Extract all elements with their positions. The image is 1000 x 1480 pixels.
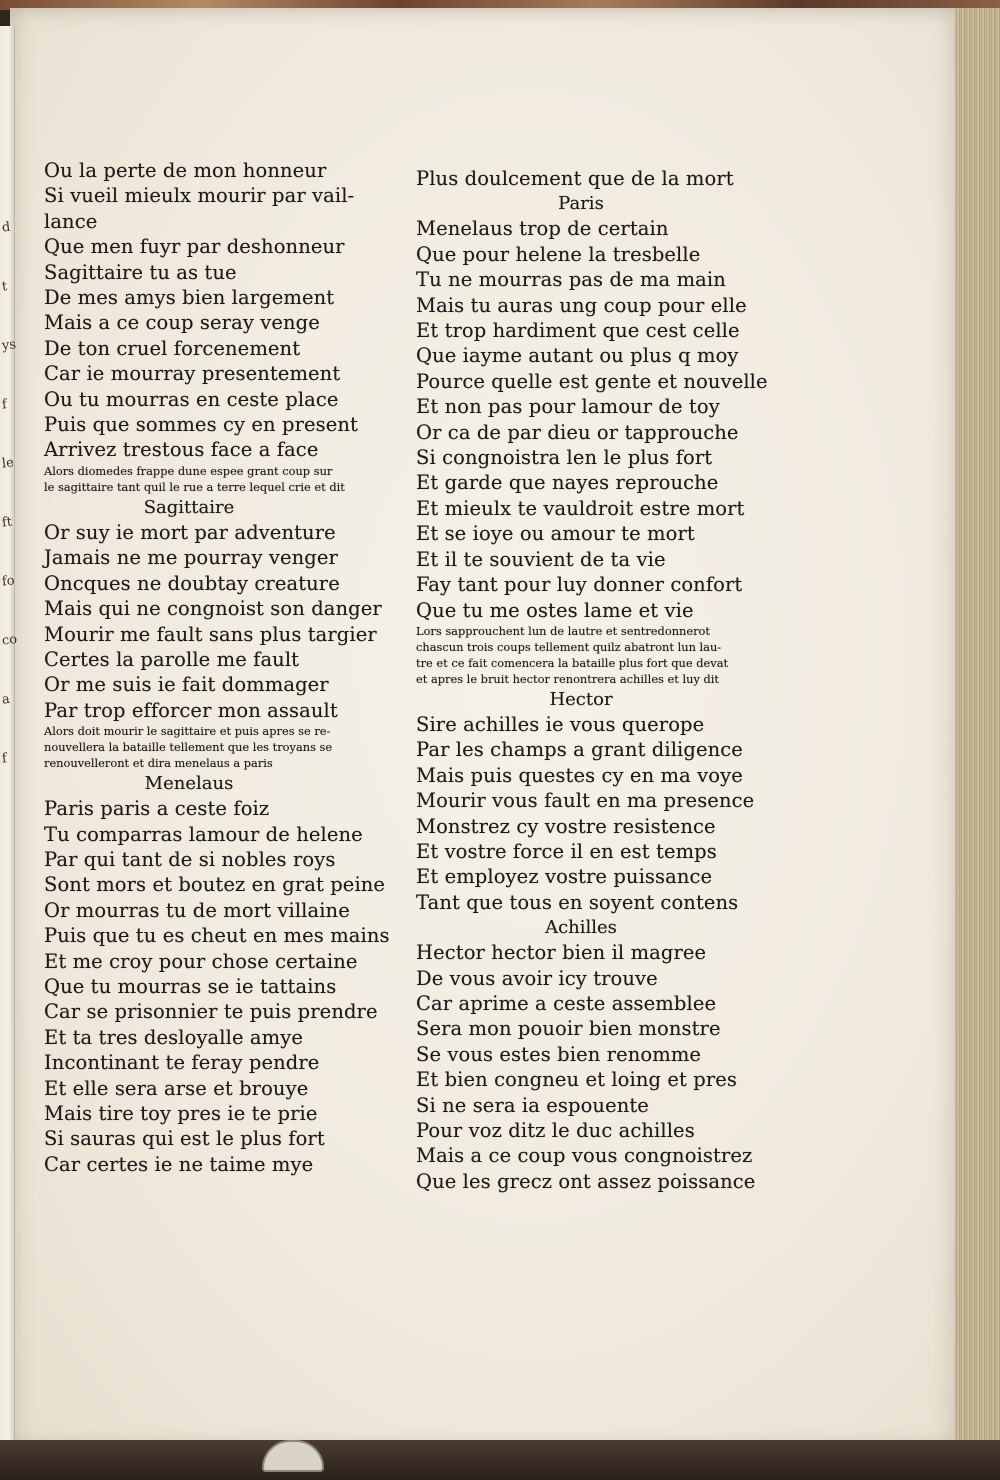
verse-line: Or mourras tu de mort villaine (44, 898, 350, 922)
verse-line: Et non pas pour lamour de toy (416, 395, 720, 419)
verse-line: De mes amys bien largement (44, 286, 335, 310)
margin-fragment: d (1, 219, 12, 236)
verse-line: Pour voz ditz le duc achilles (416, 1119, 695, 1142)
verse-line: Monstrez cy vostre resistence (416, 814, 716, 838)
verse-line: Et ta tres desloyalle amye (44, 1025, 303, 1049)
verse-line: Paris paris a ceste foiz (44, 797, 270, 821)
verse-line: Sera mon pouoir bien monstre (416, 1017, 721, 1041)
verse-line: Si ne sera ia espouente (416, 1093, 649, 1117)
left-margin-fragments (1, 219, 18, 1220)
verse-line: Car aprime a ceste assemblee (416, 991, 717, 1015)
verse-line: Arrivez trestous face a face (44, 438, 319, 462)
verse-line: Mais a ce coup seray venge (44, 311, 320, 335)
stage-direction-line: Alors doit mourir le sagittaire et puis apres se re- (44, 724, 331, 739)
left-text-column (44, 158, 414, 1177)
margin-fragment: fo (1, 573, 16, 590)
verse-line: Et trop hardiment que cest celle (416, 319, 740, 343)
verse-line: Et vostre force il en est temps (416, 839, 717, 863)
verse-line: Et elle sera arse et brouye (44, 1076, 309, 1100)
verse-line: Hector hector bien il magree (416, 941, 707, 965)
verse-line: Menelaus trop de certain (416, 217, 669, 241)
stage-direction-line: tre et ce fait comencera la bataille plus fort que devat (416, 655, 729, 670)
verse-line: Et mieulx te vauldroit estre mort (416, 496, 745, 520)
stage-direction-line: le sagittaire tant quil le rue a terre lequel crie et dit (44, 479, 345, 494)
verse-line: Mais tire toy pres ie te prie (44, 1102, 318, 1125)
verse-line: Que pour helene la tresbelle (416, 242, 701, 266)
verse-line: Sire achilles ie vous querope (416, 712, 705, 736)
verse-line: De vous avoir icy trouve (416, 966, 658, 990)
verse-line: Puis que sommes cy en present (44, 413, 358, 437)
speaker-heading: Paris (558, 193, 604, 215)
verse-line: Or me suis ie fait dommager (44, 673, 329, 697)
verse-line: Fay tant pour luy donner confort (416, 573, 743, 597)
margin-fragment: ys (1, 337, 17, 354)
verse-line: Par les champs a grant diligence (416, 738, 743, 762)
verse-line: Pource quelle est gente et nouvelle (416, 369, 768, 393)
verse-line: Tu comparras lamour de helene (44, 822, 363, 846)
verse-line: Car se prisonnier te puis prendre (44, 1000, 378, 1024)
right-text-column (416, 166, 786, 1194)
verse-line: De ton cruel forcenement (44, 336, 301, 360)
speaker-heading: Sagittaire (143, 496, 235, 518)
speaker-heading: Hector (549, 688, 613, 710)
verse-line: Mais puis questes cy en ma voye (416, 763, 743, 787)
margin-fragment: a (1, 691, 11, 708)
verse-line: Et bien congneu et loing et pres (416, 1068, 737, 1092)
stage-direction-line: Lors sapprouchent lun de lautre et sentredonnerot (416, 623, 710, 638)
verse-line: Puis que tu es cheut en mes mains (44, 924, 390, 948)
verse-line: Mais qui ne congnoist son danger (44, 597, 382, 621)
verse-line: Que men fuyr par deshonneur (44, 235, 345, 259)
verse-line: Si sauras qui est le plus fort (44, 1127, 325, 1151)
verse-line: Car ie mourray presentement (44, 362, 341, 386)
verse-line: Et garde que nayes reprouche (416, 471, 719, 495)
verse-line: Certes la parolle me fault (44, 647, 300, 671)
verse-line: Par qui tant de si nobles roys (44, 847, 336, 871)
verse-line: Par trop efforcer mon assault (44, 698, 338, 722)
verse-line: Et employez vostre puissance (416, 865, 713, 889)
stage-direction-line: Alors diomedes frappe dune espee grant coup sur (44, 463, 333, 478)
verse-line: Sagittaire tu as tue (44, 260, 237, 284)
verse-line: Sont mors et boutez en grat peine (44, 873, 386, 897)
verse-line: Mais tu auras ung coup pour elle (416, 293, 747, 317)
margin-fragment: f (1, 751, 8, 767)
verse-line: Tu ne mourras pas de ma main (416, 268, 726, 292)
verse-line: Mourir vous fault en ma presence (416, 789, 755, 813)
margin-fragment: le (1, 455, 15, 472)
stage-direction-line: nouvellera la bataille tellement que les troyans se (44, 740, 333, 755)
verse-line: Oncques ne doubtay creature (44, 571, 340, 595)
verse-line: Que les grecz ont assez poissance (416, 1169, 756, 1193)
verse-line: Incontinant te feray pendre (44, 1051, 320, 1075)
speaker-heading: Menelaus (144, 773, 234, 795)
verse-line: Si congnoistra len le plus fort (416, 446, 713, 470)
margin-fragment: t (1, 279, 9, 295)
stage-direction-line: chascun trois coups tellement quilz abatront lun lau- (416, 639, 722, 654)
verse-line: Que tu mourras se ie tattains (44, 974, 337, 998)
verse-line: Se vous estes bien renomme (416, 1042, 702, 1066)
book-shadow (0, 1440, 1000, 1480)
stage-direction-line: renouvelleront et dira menelaus a paris (44, 756, 273, 771)
verse-line: lance (44, 209, 98, 233)
verse-line: Car certes ie ne taime mye (44, 1152, 314, 1176)
verse-line: Tant que tous en soyent contens (416, 890, 739, 914)
margin-fragment: f (1, 397, 8, 413)
margin-fragment: co (1, 632, 18, 649)
verse-line: Mourir me fault sans plus targier (44, 622, 377, 646)
verse-line: Ou tu mourras en ceste place (44, 387, 339, 411)
verse-line: Et me croy pour chose certaine (44, 949, 358, 973)
verse-line: Que iayme autant ou plus q moy (416, 344, 739, 368)
verse-line: Or suy ie mort par adventure (44, 520, 336, 544)
verse-line: Que tu me ostes lame et vie (416, 598, 694, 622)
verse-line: Et se ioye ou amour te mort (416, 522, 695, 546)
verse-line: Si vueil mieulx mourir par vail- (44, 184, 355, 208)
page-fore-edge (955, 8, 1000, 1448)
verse-line: Ou la perte de mon honneur (44, 159, 327, 182)
speaker-heading: Achilles (545, 917, 617, 939)
stage-direction-line: et apres le bruit hector renontrera achilles et luy dit (416, 671, 720, 686)
verse-line: Or ca de par dieu or tapprouche (416, 420, 739, 444)
verse-line: Jamais ne me pourray venger (44, 546, 338, 570)
verse-line: Mais a ce coup vous congnoistrez (416, 1144, 753, 1168)
verse-line: Plus doulcement que de la mort (416, 167, 734, 190)
verse-line: Et il te souvient de ta vie (416, 547, 666, 571)
margin-fragment: ft (1, 514, 13, 531)
